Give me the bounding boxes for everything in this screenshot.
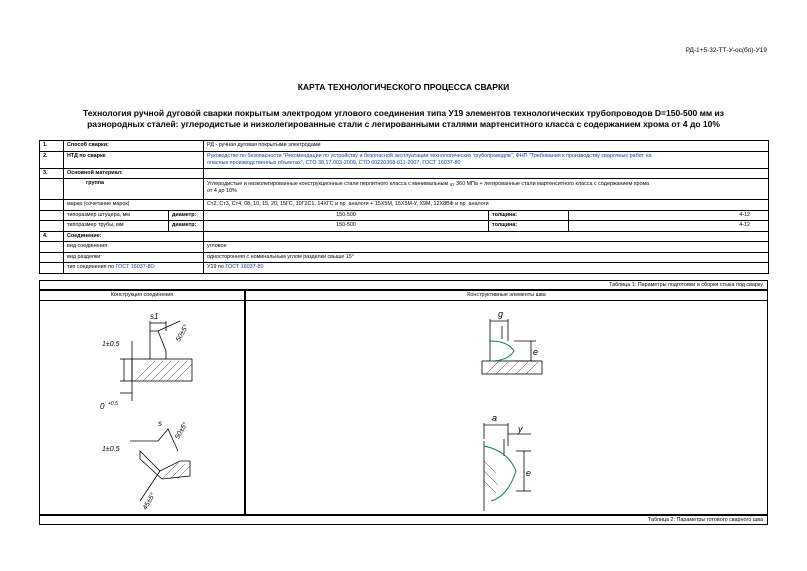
row-label: Основной материал:: [64, 168, 204, 179]
welding-method-value: РД - ручная дуговая покрытыми электродами: [204, 141, 769, 152]
page-subtitle: [40, 108, 767, 130]
joint-design-panel: [39, 290, 245, 515]
joint-std-prefix: тип соединения по: [67, 264, 116, 270]
pipe-diameter-value: 150-500: [204, 221, 489, 232]
row-label: Соединение:: [64, 231, 204, 242]
table-row: [40, 210, 769, 221]
empty-cell: [204, 168, 769, 179]
fitting-thickness-value: 4-12: [569, 210, 769, 221]
row-number: 4.: [40, 231, 64, 242]
empty-cell: [40, 221, 64, 232]
row-label: типоразмер штуцера, мм: [64, 210, 169, 221]
grades-value: Ст2, Ст3, Ст4, 08, 10, 15, 20, 15ГС, 10Г2С1, 14ХГС и пр. аналоги + 15Х5М, 15Х5М-У, Х9М, 12Х8ВФ и пр. аналоги: [204, 200, 769, 211]
label-angle3: 45±5°: [141, 491, 158, 512]
pipe-thickness-value: 4-12: [569, 221, 769, 232]
lower-joint-outline: [140, 451, 190, 479]
row-label: вид разделки:: [64, 252, 204, 263]
row-label: НТД по сварке: [64, 151, 204, 168]
table-row: [40, 168, 769, 179]
label-a: a: [492, 413, 498, 423]
group-line-1: [207, 180, 765, 188]
weld-elements-panel: [245, 290, 768, 515]
table-row: [40, 242, 769, 253]
joint-std-value-prefix: У19 по: [207, 264, 226, 270]
row-label: марка (сочетание марок): [64, 200, 204, 211]
group-text-a: Углеродистые и низколегированные конструкционные стали перлитного класса с минимальным: [207, 181, 449, 187]
table2-caption-bar: [39, 515, 768, 525]
row-label: Способ сварки:: [64, 141, 204, 152]
joint-type-value: угловое: [204, 242, 769, 253]
diameter-label: диаметр:: [169, 210, 204, 221]
empty-cell: [40, 263, 64, 274]
weld-bead-lower: [484, 446, 516, 501]
row-label: типоразмер трубы, мм: [64, 221, 169, 232]
subtitle-line-2: разнородных сталей: углеродистые и низколегированные стали с легированными сталями мартенситного класса с содержанием хрома от 4 до 10%: [87, 119, 720, 129]
thickness-label: толщина:: [489, 210, 569, 221]
ntd-value[interactable]: [204, 151, 769, 168]
fitting-diameter-value: 150-500: [204, 210, 489, 221]
empty-cell: [40, 242, 64, 253]
gost-link[interactable]: ГОСТ 16037-80: [115, 264, 154, 270]
row-number: 2.: [40, 151, 64, 168]
label-s: s: [158, 419, 162, 428]
table2-caption: Таблица 2: Параметры готового сварного шва: [647, 517, 763, 523]
sigma-symbol: σт: [449, 182, 455, 187]
process-card-table: [39, 140, 769, 274]
ntd-line-2: опасных производственных объектах", СТО 38.17.003-2009, СТО 00220368-011-2007, ГОСТ 16037-80: [207, 159, 461, 166]
joint-std-label: [64, 263, 204, 274]
label-tol2: 1±0.5: [102, 446, 120, 453]
row-number: 1.: [40, 141, 64, 152]
weld-bead-upper: [490, 341, 514, 361]
group-line-2: от 4 до 10%: [207, 188, 237, 194]
page-title: КАРТА ТЕХНОЛОГИЧЕСКОГО ПРОЦЕССА СВАРКИ: [297, 82, 510, 92]
label-gap-tol: +0.5: [108, 401, 118, 407]
row-label: вид соединения:: [64, 242, 204, 253]
joint-design-title: Конструкция соединения: [40, 291, 244, 301]
empty-cell: [40, 210, 64, 221]
weld-elements-drawing: [246, 301, 767, 515]
group-text-b: 360 МПа + легированные стали мартенситного класса с содержанием хрома: [456, 181, 650, 187]
table1-caption-bar: [39, 280, 768, 290]
label-gap: 0: [100, 402, 105, 411]
row-number: 3.: [40, 168, 64, 179]
joint-std-value: [204, 263, 769, 274]
table-row: [40, 221, 769, 232]
label-g: g: [498, 309, 504, 319]
label-e2: e: [526, 468, 532, 478]
label-e1: e: [533, 347, 539, 357]
document-code: РД-1+5-32-ТТ-У-ос(бп)-У19: [685, 47, 767, 54]
table-row: [40, 263, 769, 274]
table-row: [40, 141, 769, 152]
ntd-line-1: Руководство по безопасности "Рекомендации по устройству и безопасной эксплуатации технологических трубопроводов", ФНП "Требования к производству сварочных работ на: [207, 152, 652, 159]
empty-cell: [40, 179, 64, 200]
table-row: [40, 200, 769, 211]
joint-design-drawing: [40, 301, 244, 515]
table-row: [40, 151, 769, 168]
table-row: [40, 179, 769, 200]
table-row: [40, 252, 769, 263]
table1-caption: Таблица 1: Параметры подготовки и сборки стыка под сварку: [609, 282, 763, 288]
gost-link[interactable]: ГОСТ 16037-80: [225, 264, 264, 270]
subtitle-line-1: Технология ручной дуговой сварки покрытым электродом углового соединения типа У19 элементов технологических трубопроводов D=150-500 мм из: [83, 108, 724, 118]
empty-cell: [204, 231, 769, 242]
table-row: [40, 231, 769, 242]
label-angle2: 50±5°: [174, 421, 190, 441]
label-y: y: [518, 424, 523, 434]
thickness-label: толщина:: [489, 221, 569, 232]
empty-cell: [40, 252, 64, 263]
joint-std-suffix: :: [153, 264, 156, 270]
empty-cell: [40, 200, 64, 211]
group-value: [204, 179, 769, 200]
diameter-label: диаметр:: [169, 221, 204, 232]
bevel-value: односторонняя с номинальным углом разделки свыше 15°: [204, 252, 769, 263]
weld-elements-title: Конструктивные элементы шва: [246, 291, 767, 301]
label-s1: s1: [150, 312, 159, 321]
label-angle1: 50±5°: [175, 323, 191, 344]
label-tol1: 1±0.5: [102, 341, 120, 348]
row-label: группа: [64, 179, 204, 200]
branch-wall: [150, 331, 166, 359]
